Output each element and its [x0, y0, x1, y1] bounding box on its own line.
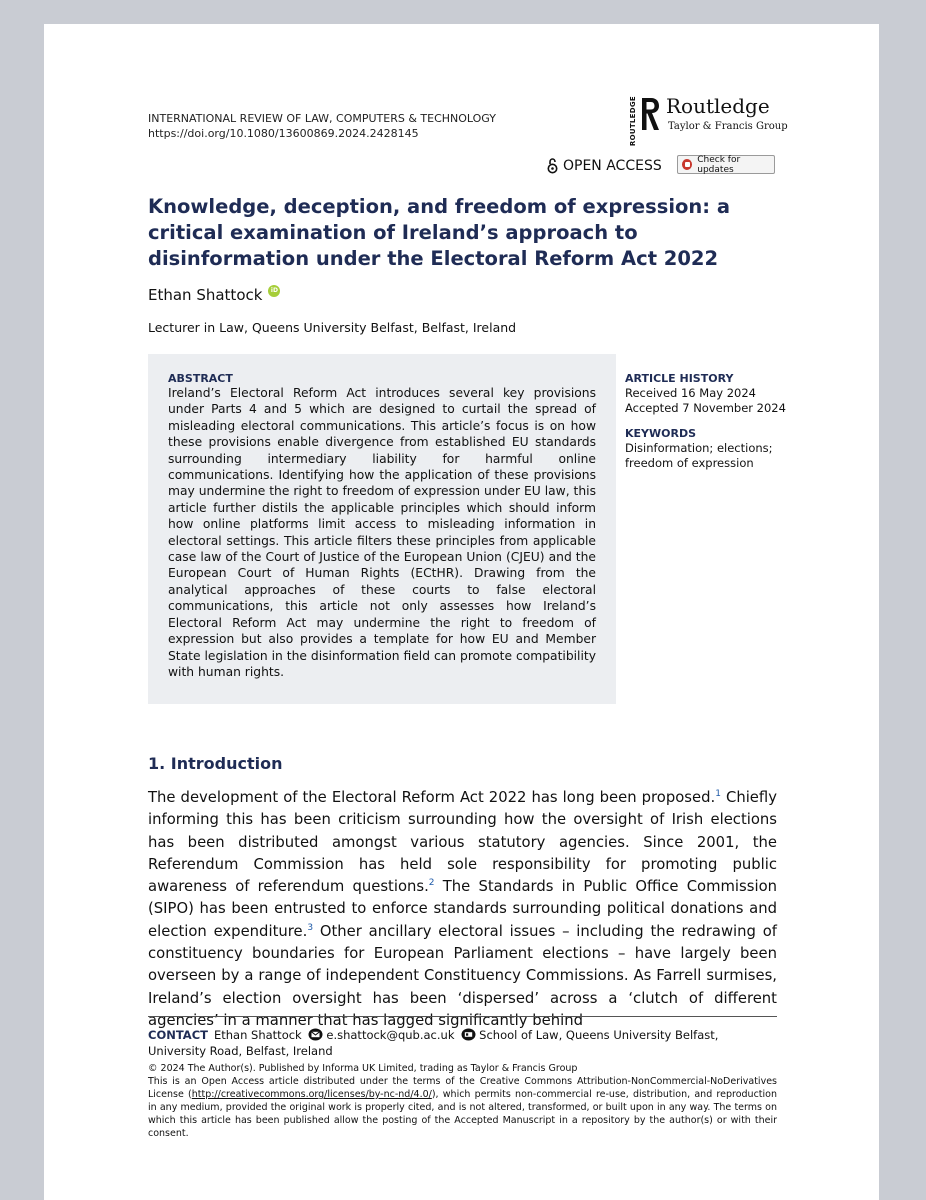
contact-email[interactable]: e.shattock@qub.ac.uk: [326, 1028, 455, 1042]
open-access-icon: [547, 158, 558, 174]
contact-address: School of Law, Queens University Belfast, University Road, Belfast, Ireland: [148, 1028, 719, 1058]
intro-text-2: Chiefly informing this has been criticism surrounding how the oversight of Irish elections has been distributed amongst various statutory agencies. Since 2001, the Referendum Commission has held sole responsibility for promoting public awareness of referendum questions.: [148, 789, 777, 896]
copyright-line: © 2024 The Author(s). Published by Informa UK Limited, trading as Taylor & Francis Group: [148, 1063, 578, 1074]
license-url[interactable]: http://creativecommons.org/licenses/by-nc-nd/4.0/: [191, 1089, 432, 1100]
article-sidebar: [625, 371, 795, 471]
publisher-vertical-text: ROUTLEDGE: [629, 96, 637, 147]
open-access-badge: [547, 158, 662, 174]
crossmark-icon: [682, 159, 692, 170]
accepted-date: Accepted 7 November 2024: [625, 401, 786, 415]
abstract-heading: ABSTRACT: [168, 372, 233, 385]
check-updates-button[interactable]: [677, 155, 775, 174]
introduction-paragraph: [148, 787, 777, 1032]
routledge-mark-icon: [639, 96, 661, 132]
intro-text-1: The development of the Electoral Reform Act 2022 has long been proposed.: [148, 789, 716, 806]
check-updates-label: Check for updates: [697, 154, 741, 175]
author-line: [148, 286, 280, 304]
abstract-text: Ireland’s Electoral Reform Act introduces several key provisions under Parts 4 and 5 which are designed to curtail the spread of misleading electoral communications. This article’s focus is on how these provisions enable divergence from established EU standards surrounding intermediary liability for harmful online communications. Identifying how the application of these provisions may undermine the right to freedom of expression under EU law, this article further distils the applicable principles which should inform how online platforms limit access to misleading information in electoral settings. This article filters these principles from applicable case law of the Court of Justice of the European Union (CJEU) and the European Court of Human Rights (ECtHR). Drawing from the analytical approaches of these courts to false electoral communications, this article not only assesses how Ireland’s Electoral Reform Act may undermine the right to freedom of expression but also provides a template for how EU and Member State legislation in the disinformation field can promote compatibility with human rights.: [168, 386, 596, 679]
contact-name: Ethan Shattock: [213, 1028, 302, 1042]
intro-text-3: The Standards in Public Office Commission (SIPO) has been entrusted to enforce standards surrounding political donations and election expenditure.: [148, 878, 778, 940]
intro-text-4: Other ancillary electoral issues – including the redrawing of constituency boundaries for European Parliament elections – have largely been overseen by a range of independent Constituency Commissions. As Farrell surmises, Ireland’s election oversight has been ‘dispersed’ across a ‘clutch of different agencies’ in a manner that has lagged significantly behind: [148, 922, 777, 1029]
introduction-heading: 1. Introduction: [148, 754, 283, 773]
open-access-label: OPEN ACCESS: [563, 158, 662, 174]
contact-block: [148, 1027, 777, 1059]
address-icon: [461, 1028, 476, 1041]
abstract-box: [148, 354, 616, 704]
journal-header: [148, 111, 496, 141]
keywords-heading: KEYWORDS: [625, 427, 697, 440]
license-text-pre: This is an Open Access article distributed under the terms of the Creative Commons Attribution-NonCommercial-NoDerivatives License (: [148, 1076, 777, 1100]
orcid-icon[interactable]: iD: [268, 285, 280, 297]
contact-label: CONTACT: [148, 1028, 208, 1042]
publisher-logo: [629, 94, 789, 147]
license-block: [148, 1062, 777, 1140]
author-name[interactable]: Ethan Shattock: [148, 286, 263, 304]
paper-page: [44, 24, 879, 1200]
doi-link[interactable]: https://doi.org/10.1080/13600869.2024.2428145: [148, 127, 419, 140]
license-text: [148, 1075, 777, 1140]
footnote-ref-3[interactable]: 3: [307, 922, 314, 933]
received-date: Received 16 May 2024: [625, 386, 756, 400]
publisher-name: Routledge: [666, 94, 770, 118]
article-title: Knowledge, deception, and freedom of expression: a critical examination of Ireland’s approach to disinformation under the Electoral Reform Act 2022: [148, 195, 731, 270]
footnote-ref-2[interactable]: 2: [428, 878, 435, 889]
license-text-post: ), which permits non-commercial re-use, distribution, and reproduction in any medium, provided the original work is properly cited, and is not altered, transformed, or built upon in any way. The terms on which this article has been published allow the posting of the Accepted Manuscript in a repository by the author(s) or with their consent.: [148, 1089, 777, 1139]
journal-name: INTERNATIONAL REVIEW OF LAW, COMPUTERS & TECHNOLOGY: [148, 112, 497, 125]
footer-divider: [148, 1016, 777, 1017]
footnote-ref-1[interactable]: 1: [715, 789, 721, 800]
keywords-line-1: Disinformation; elections;: [625, 441, 773, 455]
author-affiliation: Lecturer in Law, Queens University Belfast, Belfast, Ireland: [148, 320, 517, 335]
article-history-heading: ARTICLE HISTORY: [625, 372, 734, 385]
publisher-group: Taylor & Francis Group: [668, 121, 788, 132]
keywords-line-2: freedom of expression: [625, 456, 754, 470]
email-icon: [308, 1028, 323, 1041]
